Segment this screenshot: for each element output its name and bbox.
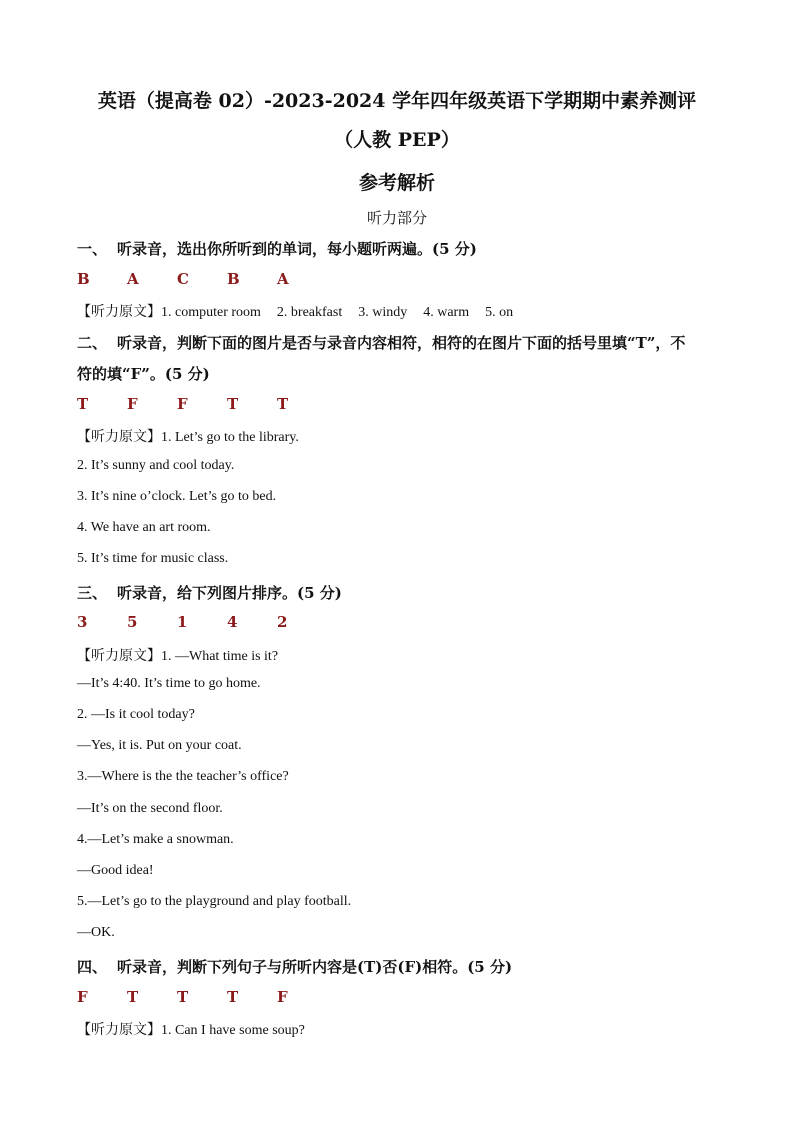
q2-line-1: 1. Let’s go to the library.: [161, 430, 299, 445]
q4-heading-text: 听录音，判断下列句子与所听内容是(T)否(F)相符。(5 分): [117, 958, 513, 976]
q3-answer-4: 4: [227, 613, 238, 631]
q3-answer-5: 2: [277, 613, 288, 631]
q4-line-1: 1. Can I have some soup?: [161, 1023, 305, 1038]
q2-answer-1: T: [77, 395, 89, 413]
q2-line-3: 3. It’s nine o’clock. Let’s go to bed.: [77, 489, 277, 504]
q2-line-4: 4. We have an art room.: [77, 520, 211, 535]
doc-title-line1: 英语（提高卷 02）-2023-2024 学年四年级英语下学期期中素养测评: [97, 90, 697, 112]
q1-answer-2: A: [127, 270, 139, 288]
q1-answer-5: A: [277, 270, 289, 288]
q1-transcript: [77, 301, 513, 321]
section-label: 听力部分: [366, 209, 427, 227]
q1-number: 一、: [77, 240, 108, 258]
subtitle: 参考解析: [358, 172, 435, 194]
q3-line-9: 5.—Let’s go to the playground and play football.: [77, 894, 352, 909]
q1-item-1: 1. computer room: [161, 305, 261, 320]
q1-answer-4: B: [227, 270, 240, 288]
q2-answer-2: F: [127, 395, 138, 413]
q3-line-1: 1. —What time is it?: [161, 649, 279, 664]
q1-item-4: 4. warm: [423, 305, 470, 320]
q1-item-2: 2. breakfast: [276, 305, 343, 320]
q2-number: 二、: [77, 334, 108, 352]
q3-line-8: —Good idea!: [77, 863, 154, 878]
q1-item-3: 3. windy: [358, 305, 408, 320]
q1-answer-3: C: [177, 270, 189, 288]
q1-heading: [77, 238, 477, 259]
q3-answers: [77, 613, 287, 631]
q3-heading: [77, 582, 342, 603]
q4-answer-2: T: [127, 988, 139, 1006]
q2-transcript-line-1: [77, 426, 299, 446]
q2-transcript-tag: 【听力原文】: [77, 429, 161, 445]
q2-answer-5: T: [277, 395, 289, 413]
q3-line-4: —Yes, it is. Put on your coat.: [77, 738, 242, 753]
q3-line-6: —It’s on the second floor.: [77, 801, 223, 816]
q3-answer-2: 5: [127, 613, 138, 631]
q2-line-5: 5. It’s time for music class.: [77, 551, 229, 566]
q4-heading: [77, 956, 512, 977]
q4-transcript-line-1: [77, 1019, 305, 1039]
q4-answer-3: T: [177, 988, 189, 1006]
q4-answer-4: T: [227, 988, 239, 1006]
q1-transcript-tag: 【听力原文】: [77, 304, 161, 320]
q4-transcript-tag: 【听力原文】: [77, 1022, 161, 1038]
q2-heading-text-2: 符的填“F”。(5 分): [77, 365, 210, 383]
q3-answer-1: 3: [77, 613, 88, 631]
q1-answers: [77, 270, 289, 288]
q1-item-5: 5. on: [485, 305, 514, 320]
q2-answer-3: F: [177, 395, 188, 413]
q4-answer-1: F: [77, 988, 88, 1006]
q3-heading-text: 听录音，给下列图片排序。(5 分): [117, 584, 342, 602]
q4-answers: [77, 988, 288, 1006]
q3-line-2: —It’s 4:40. It’s time to go home.: [77, 676, 261, 691]
q3-transcript-tag: 【听力原文】: [77, 648, 161, 664]
q2-heading: [77, 332, 685, 353]
q3-number: 三、: [77, 584, 108, 602]
q3-line-7: 4.—Let’s make a snowman.: [77, 832, 234, 847]
q2-answer-4: T: [227, 395, 239, 413]
q3-line-10: —OK.: [77, 925, 115, 940]
q1-heading-text: 听录音，选出你所听到的单词，每小题听两遍。(5 分): [117, 240, 477, 258]
q3-answer-3: 1: [177, 613, 188, 631]
q3-transcript-line-1: [77, 645, 278, 665]
q3-line-3: 2. —Is it cool today?: [77, 707, 195, 722]
q2-line-2: 2. It’s sunny and cool today.: [77, 458, 235, 473]
q2-heading-text-1: 听录音，判断下面的图片是否与录音内容相符，相符的在图片下面的括号里填“T”，不: [117, 334, 686, 352]
q2-answers: [77, 395, 288, 413]
q4-answer-5: F: [277, 988, 288, 1006]
doc-title-line2: （人教 PEP）: [334, 129, 460, 151]
q3-line-5: 3.—Where is the the teacher’s office?: [77, 769, 289, 784]
q1-answer-1: B: [77, 270, 90, 288]
q4-number: 四、: [77, 958, 108, 976]
